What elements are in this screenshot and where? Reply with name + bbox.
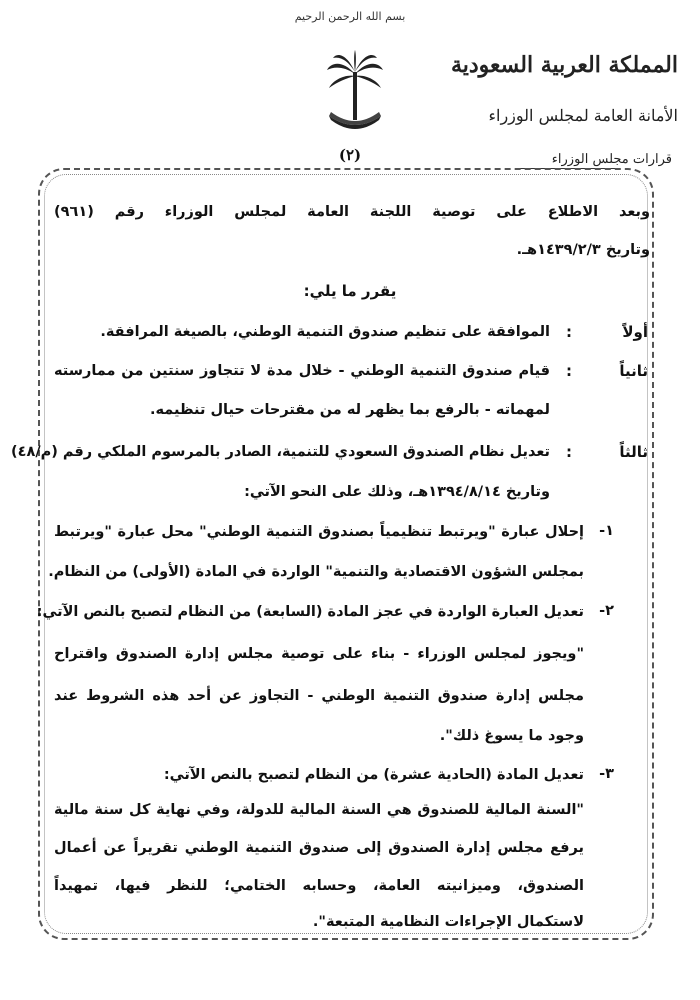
kingdom-title: المملكة العربية السعودية [450, 52, 678, 78]
item-2-line-2: "ويجوز لمجلس الوزراء - بناء على توصية مجلس إدارة الصندوق واقتراح [54, 646, 584, 662]
intro-line-2: وتاريخ ١٤٣٩/٢/٣هـ. [516, 242, 650, 258]
secretariat-title: الأمانة العامة لمجلس الوزراء [488, 106, 678, 125]
first-colon: : [566, 323, 572, 341]
page-number: (٢) [338, 146, 362, 164]
item-3-number: ٣- [599, 766, 614, 782]
second-line-2: لمهماته - بالرفع بما يظهر له من مقترحات حيال تنظيمه. [149, 402, 550, 418]
item-2-number: ٢- [599, 603, 614, 619]
item-2-line-4: وجود ما يسوغ ذلك". [439, 728, 584, 744]
item-3-line-4: الصندوق، وميزانيته العامة، وحسابه الختامي؛ للنظر فيها، تمهيداً [54, 878, 584, 894]
item-1-line-1: إحلال عبارة "ويرتبط تنظيمياً بصندوق التنمية الوطني" محل عبارة "ويرتبط [54, 524, 584, 540]
third-line-2: وتاريخ ١٣٩٤/٨/١٤هـ، وذلك على النحو الآتي: [244, 484, 550, 500]
item-2-line-3: مجلس إدارة صندوق التنمية الوطني - التجاوز عن أحد هذه الشروط عند [54, 688, 584, 704]
third-label: ثالثاً [619, 443, 648, 461]
decisions-title: قرارات مجلس الوزراء [551, 152, 672, 167]
third-colon: : [566, 443, 572, 461]
third-line-1: تعديل نظام الصندوق السعودي للتنمية، الصادر بالمرسوم الملكي رقم (م/٤٨) [10, 444, 550, 460]
item-3-line-5: لاستكمال الإجراءات النظامية المتبعة". [312, 914, 584, 930]
second-line-1: قيام صندوق التنمية الوطني - خلال مدة لا تتجاوز سنتين من ممارسته [54, 363, 550, 379]
item-1-line-2: بمجلس الشؤون الاقتصادية والتنمية" الواردة في المادة (الأولى) من النظام. [48, 564, 584, 580]
first-text: الموافقة على تنظيم صندوق التنمية الوطني، بالصيغة المرافقة. [100, 324, 550, 340]
second-colon: : [566, 362, 572, 380]
item-3-line-2: "السنة المالية للصندوق هي السنة المالية للدولة، وفي نهاية كل سنة مالية [54, 802, 584, 818]
item-3-line-3: يرفع مجلس إدارة الصندوق إلى صندوق التنمية الوطني تقريراً عن أعمال [54, 840, 584, 856]
item-1-number: ١- [599, 523, 614, 539]
second-label: ثانياً [619, 362, 648, 380]
basmala: بسم الله الرحمن الرحيم [294, 10, 406, 23]
intro-line-1: وبعد الاطلاع على توصية اللجنة العامة لمجلس الوزراء رقم (٩٦١) [54, 204, 650, 220]
item-2-line-1: تعديل العبارة الواردة في عجز المادة (السابعة) من النظام لتصبح بالنص الآتي: [36, 604, 584, 620]
palm-swords-emblem [325, 50, 385, 140]
decides-heading: يقرر ما يلي: [303, 282, 397, 300]
first-label: أولاً [622, 323, 648, 341]
item-3-line-1: تعديل المادة (الحادية عشرة) من النظام لتصبح بالنص الآتي: [163, 767, 584, 783]
